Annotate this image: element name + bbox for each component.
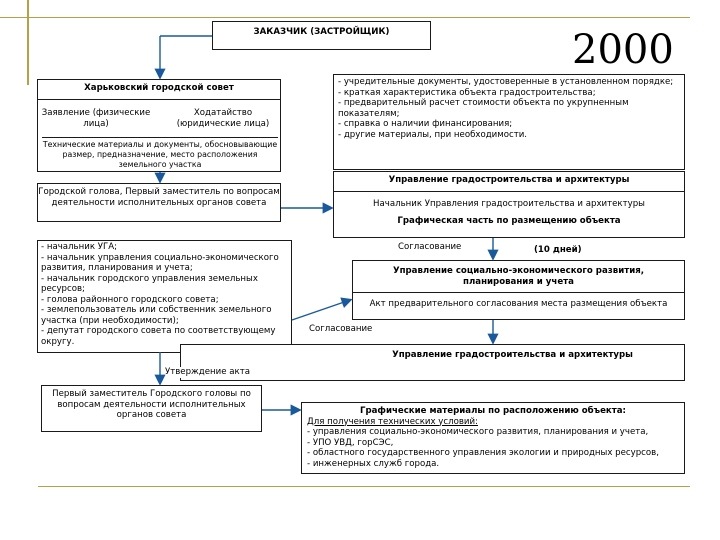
- official-item: - начальник УГА;: [41, 242, 117, 252]
- graphic-item: - управления социально-экономического развития, планирования и учета,: [307, 427, 649, 437]
- official-item: - начальник управления социально-экономического развития, планирования и учета;: [41, 252, 279, 273]
- graphic-item: - инженерных служб города.: [307, 458, 440, 469]
- approval-label: Согласование: [398, 242, 462, 252]
- official-item: - депутат городского совета по соответствующему округу.: [41, 326, 276, 347]
- uga-right-head: Начальник Управления градостроительства и архитектуры: [373, 199, 645, 209]
- arrow-officials-approval: [292, 300, 350, 320]
- approval2-label: Согласование: [309, 324, 373, 334]
- days-label: (10 дней): [534, 245, 582, 255]
- council-individuals: Заявление (физические лица): [41, 108, 151, 129]
- doc-item: - справка о наличии финансирования;: [338, 119, 513, 129]
- social-act: Акт предварительного согласования места размещения объекта: [369, 299, 668, 309]
- graphic-materials-subtitle: Для получения технических условий:: [307, 416, 478, 427]
- graphic-item: - областного государственного управления экологии и природных ресурсов,: [307, 448, 659, 458]
- approve-act-label: Утверждение акта: [165, 367, 250, 377]
- uga-right-graphic: Графическая часть по размещению объекта: [397, 215, 621, 226]
- social-title: Управление социально-экономического развития, планирования и учета: [353, 261, 684, 293]
- graphic-materials-title: Графические материалы по расположению объекта:: [360, 406, 626, 416]
- doc-item: - другие материалы, при необходимости.: [338, 129, 528, 140]
- doc-item: - краткая характеристика объекта градостроительства;: [338, 87, 596, 98]
- graphic-item: - УПО УВД, горСЭС,: [307, 437, 394, 448]
- official-item: - начальник городского управления земельных ресурсов;: [41, 273, 258, 294]
- customer-label: ЗАКАЗЧИК (ЗАСТРОЙЩИК): [253, 27, 390, 37]
- deputy-label: Первый заместитель Городского головы по вопросам деятельности исполнительных органов совета: [52, 389, 251, 420]
- doc-item: - учредительные документы, удостоверенные в установленном порядке;: [338, 77, 674, 87]
- official-item: - землепользователь или собственник земельного участка (при необходимости);: [41, 305, 272, 326]
- year-label: 2000: [572, 27, 674, 73]
- doc-item: - предварительный расчет стоимости объекта по укрупненным показателям;: [338, 98, 629, 119]
- official-item: - голова районного городского совета;: [41, 294, 219, 305]
- council-materials: Технические материалы и документы, обосновывающие размер, предназначение, место расположения земельного участка: [42, 137, 278, 170]
- uga-bottom-label: Управление градостроительства и архитектуры: [392, 350, 633, 360]
- council-title: Харьковский городской совет: [38, 80, 280, 100]
- council-legal: Ходатайство (юридические лица): [176, 108, 270, 129]
- mayor-label: Городской голова, Первый заместитель по вопросам деятельности исполнительных органов совета: [38, 187, 280, 208]
- uga-right-title: Управление градостроительства и архитектуры: [334, 172, 684, 192]
